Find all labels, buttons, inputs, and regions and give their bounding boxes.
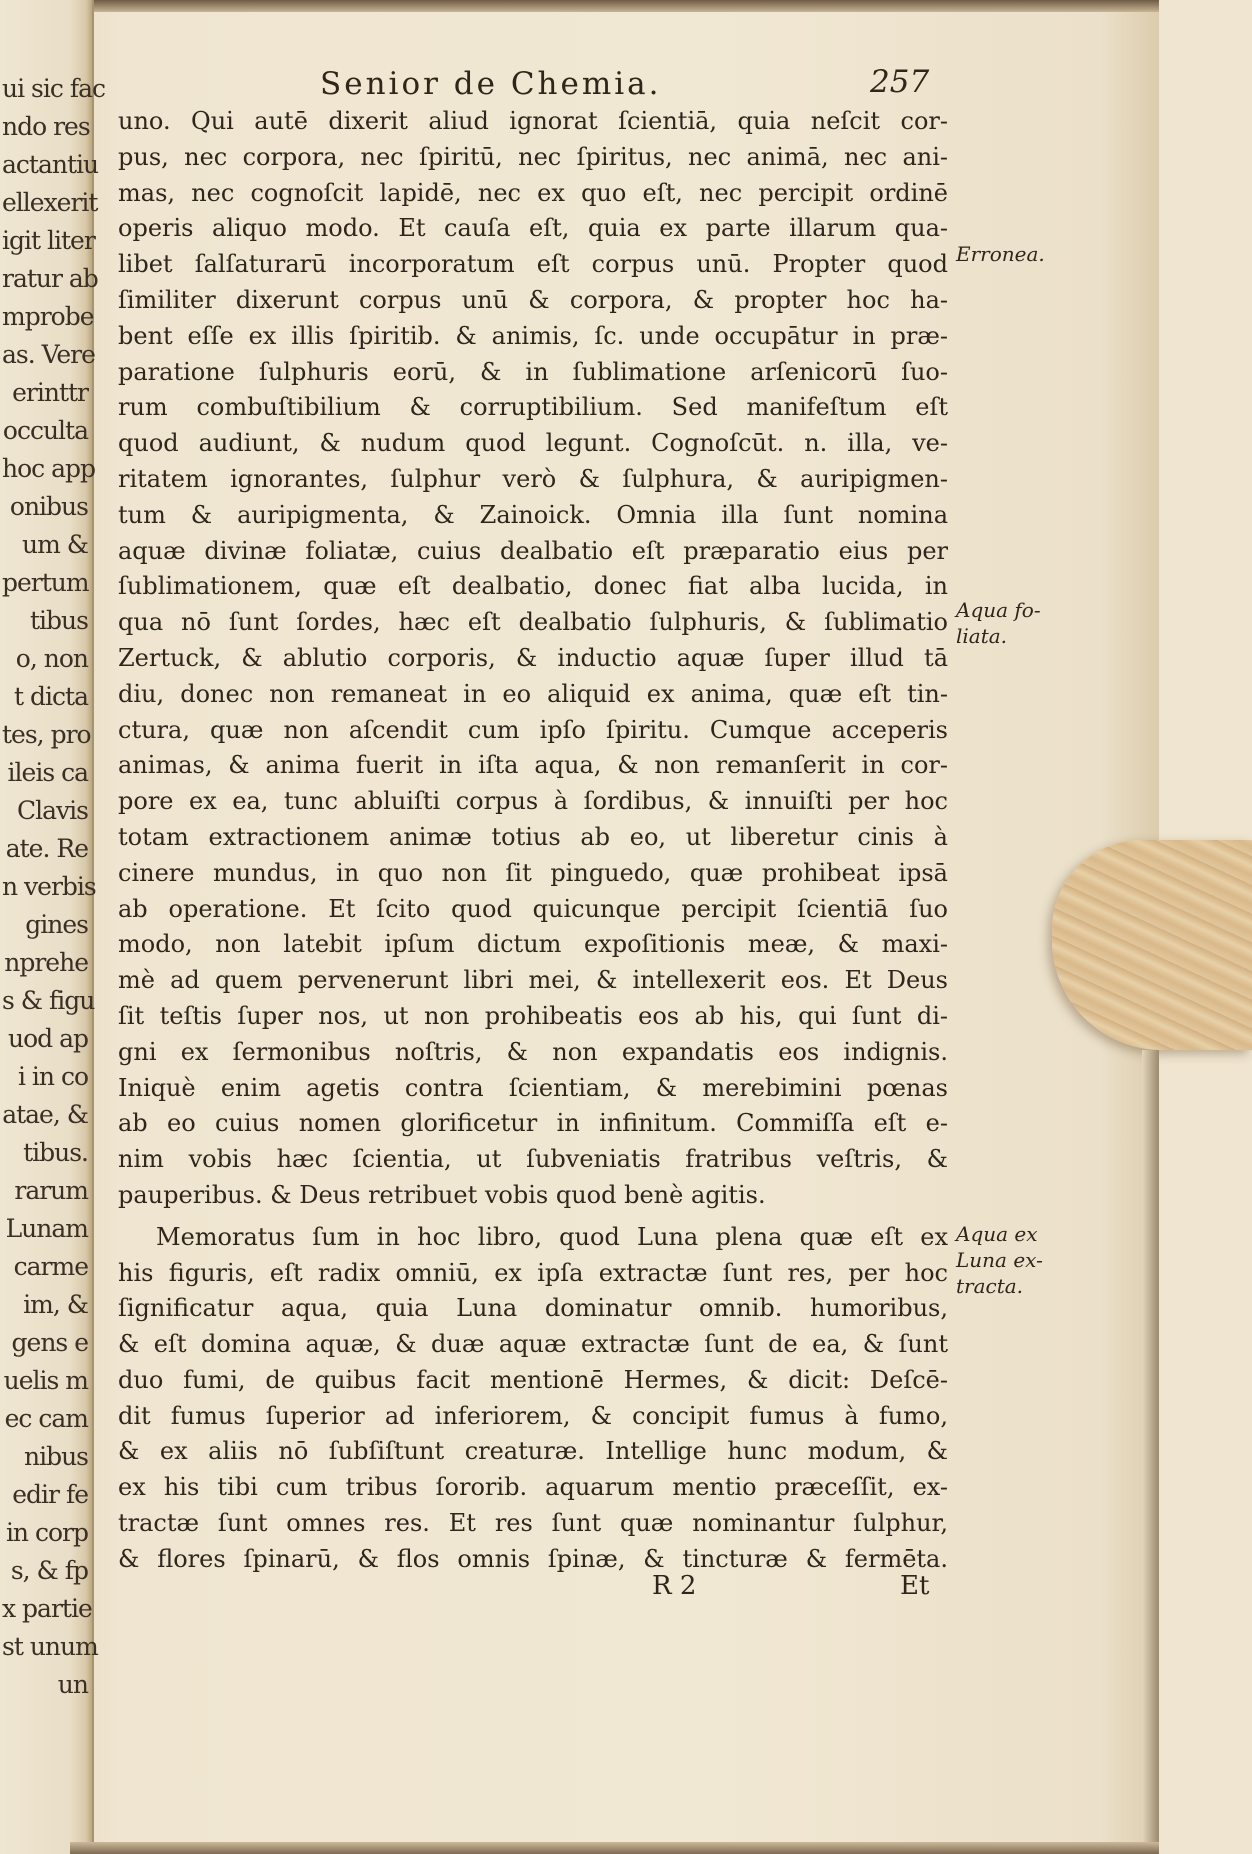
margin-note-line: Aqua fo-: [956, 598, 1041, 622]
text-line: Memoratus ſum in hoc libro, quod Luna plena quæ eſt ex: [156, 1222, 948, 1251]
text-line: gni ex ſermonibus noſtris, & non expandatis eos indignis.: [118, 1037, 948, 1066]
text-line: & eſt domina aquæ, & duæ aquæ extractæ ſunt de ea, & ſunt: [118, 1330, 948, 1359]
text-line: bent eſſe ex illis ſpiritib. & animis, ſc. unde occupātur in præ-: [118, 321, 948, 350]
facing-page-gutter: [0, 0, 105, 1854]
text-line: ſit teſtis ſuper nos, ut non prohibeatis eos ab his, qui ſunt di-: [118, 1001, 948, 1030]
gutter-fragment: um &: [21, 530, 88, 559]
gutter-fragment: tibus.: [23, 1138, 88, 1167]
gutter-fragment: x partie: [2, 1594, 92, 1623]
page-edge-shadow: [1142, 1050, 1159, 1854]
gutter-fragment: o, non: [15, 644, 88, 673]
gutter-fragment: actantiu: [2, 150, 99, 179]
running-title: Senior de Chemia.: [320, 66, 662, 102]
page-number: 257: [870, 64, 930, 100]
gutter-fragment: nprehe: [4, 948, 88, 977]
gutter-fragment: igit liter: [2, 226, 95, 255]
gutter-fragment: gines: [25, 910, 88, 939]
gutter-fragment: Clavis: [17, 796, 88, 825]
gutter-fragment: ui sic fac: [2, 74, 105, 103]
gutter-fragment: tibus: [30, 606, 88, 635]
gutter-fragment: ileis ca: [7, 758, 88, 787]
text-line: mas, nec cognoſcit lapidē, nec ex quo eſt, nec percipit ordinē: [118, 178, 948, 207]
gutter-fragment: carme: [13, 1252, 88, 1281]
gutter-fragment: s & figu: [2, 986, 95, 1015]
main-text: [118, 104, 948, 1578]
gutter-fragment: ate. Re: [5, 834, 88, 863]
gutter-fragment: ellexerit: [2, 188, 98, 217]
text-line: tractæ ſunt omnes res. Et res ſunt quæ nominantur ſulphur,: [118, 1509, 948, 1538]
margin-note-erronea: Erronea.: [956, 242, 1045, 266]
text-line: ſimiliter dixerunt corpus unū & corpora, & propter hoc ha-: [118, 285, 948, 314]
text-line: rum combuſtibilium & corruptibilium. Sed manifeſtum eſt: [118, 393, 948, 422]
text-line: paratione ſulphuris eorū, & in ſublimatione arſenicorū ſuo-: [118, 357, 948, 386]
text-line: diu, donec non remaneat in eo aliquid ex anima, quæ eſt tin-: [118, 679, 948, 708]
gutter-fragment: nibus: [23, 1442, 88, 1471]
gutter-fragment: occulta: [2, 416, 88, 445]
text-line: nim vobis hæc ſcientia, ut ſubveniatis fratribus veſtris, &: [118, 1145, 948, 1174]
text-line: his figuris, eſt radix omniū, ex ipſa extractæ ſunt res, per hoc: [118, 1258, 948, 1287]
wooden-page-holder: [1052, 840, 1252, 1050]
text-line: qua nō ſunt ſordes, hæc eſt dealbatio ſulphuris, & ſublimatio: [118, 608, 948, 637]
text-line: Iniquè enim agetis contra ſcientiam, & merebimini pœnas: [118, 1073, 948, 1102]
text-line: quod audiunt, & nudum quod legunt. Cognoſcūt. n. illa, ve-: [118, 429, 948, 458]
gutter-fragment: erinttr: [12, 378, 88, 407]
gutter-fragment: uod ap: [7, 1024, 88, 1053]
gutter-fragment: tes, pro: [2, 720, 91, 749]
gutter-fragment: i in co: [17, 1062, 88, 1091]
gutter-fragment: uelis m: [3, 1366, 88, 1395]
text-line: aquæ divinæ foliatæ, cuius dealbatio eſt præparatio eius per: [118, 536, 948, 565]
text-line: ritatem ignorantes, ſulphur verò & ſulphura, & auripigmen-: [118, 464, 948, 493]
gutter-fragment: ndo res: [2, 112, 90, 141]
text-line: ab operatione. Et ſcito quod quicunque percipit ſcientiā ſuo: [118, 894, 948, 923]
text-line: animas, & anima fuerit in iſta aqua, & non remanſerit in cor-: [118, 751, 948, 780]
text-line: mè ad quem pervenerunt libri mei, & intellexerit eos. Et Deus: [118, 966, 948, 995]
text-line: pore ex ea, tunc abluiſti corpus à ſordibus, & innuiſti per hoc: [118, 787, 948, 816]
gutter-fragment: hoc app: [2, 454, 96, 483]
text-line: totam extractionem animæ totius ab eo, ut liberetur cinis à: [118, 822, 948, 851]
catchword: Et: [900, 1571, 930, 1601]
text-line: dit fumus ſuperior ad inferiorem, & concipit fumus à fumo,: [118, 1401, 948, 1430]
gutter-fragment: im, &: [23, 1290, 88, 1319]
gutter-fragment: s, & fp: [10, 1556, 88, 1585]
text-line: uno. Qui autē dixerit aliud ignorat ſcientiā, quia neſcit cor-: [118, 107, 948, 135]
text-line: tum & auripigmenta, & Zainoick. Omnia illa ſunt nomina: [118, 500, 948, 529]
gutter-fragment: ec cam: [4, 1404, 88, 1433]
text-line: ctura, quæ non aſcendit cum ipſo ſpiritu. Cumque acceperis: [118, 715, 948, 744]
gutter-fragment: ratur ab: [2, 264, 98, 293]
text-line: operis aliquo modo. Et cauſa eſt, quia ex parte illarum qua-: [118, 214, 948, 243]
gutter-fragment: in corp: [5, 1518, 88, 1547]
gutter-fragment: onibus: [9, 492, 88, 521]
gutter-fragment: as. Vere: [2, 340, 95, 369]
page-top-edge: [80, 0, 1159, 12]
signature-mark: R 2: [652, 1571, 697, 1601]
text-line: ſublimationem, quæ eſt dealbatio, donec fiat alba lucida, in: [118, 572, 948, 601]
margin-note-aqua-ex-luna: [956, 1221, 1086, 1299]
text-line: libet ſalſaturarū incorporatum eſt corpus unū. Propter quod: [118, 250, 948, 279]
gutter-fragment: pertum: [2, 568, 89, 597]
text-line: pauperibus. & Deus retribuet vobis quod benè agitis.: [118, 1180, 766, 1209]
text-line: duo fumi, de quibus facit mentionē Hermes, & dicit: Deſcē-: [118, 1365, 948, 1394]
gutter-fragment: Lunam: [5, 1214, 88, 1243]
text-line: Zertuck, & ablutio corporis, & inductio aquæ ſuper illud tā: [118, 643, 948, 672]
text-line: & ex aliis nō ſubſiſtunt creaturæ. Intellige hunc modum, &: [118, 1437, 948, 1466]
text-line: cinere mundus, in quo non ſit pinguedo, quæ prohibeat ipsā: [118, 858, 948, 887]
text-line: modo, non latebit ipſum dictum expoſitionis meæ, & maxi-: [118, 930, 948, 959]
gutter-fragment: rarum: [14, 1176, 88, 1205]
margin-note-line: Aqua ex: [956, 1222, 1038, 1246]
text-line: ab eo cuius nomen glorificetur in infinitum. Commiſſa eſt e-: [118, 1109, 948, 1138]
gutter-fragment: t dicta: [14, 682, 88, 711]
text-line: pus, nec corpora, nec ſpiritū, nec ſpiritus, nec animā, nec ani-: [118, 142, 948, 171]
gutter-fragment: gens e: [11, 1328, 88, 1357]
margin-note-line: liata.: [956, 624, 1008, 648]
margin-note-line: Luna ex-: [956, 1248, 1043, 1272]
margin-note-line: tracta.: [956, 1274, 1024, 1298]
gutter-fragment: un: [57, 1670, 88, 1699]
gutter-fragment: atae, &: [2, 1100, 88, 1129]
margin-note-aqua-foliata: [956, 597, 1086, 649]
page-bottom-edge: [70, 1842, 1159, 1854]
gutter-fragment: n verbis: [2, 872, 96, 901]
gutter-fragment: st unum: [2, 1632, 98, 1661]
text-line: ſignificatur aqua, quia Luna dominatur omnib. humoribus,: [118, 1294, 948, 1323]
text-line: & flores ſpinarū, & flos omnis ſpinæ, & tincturæ & fermēta.: [118, 1544, 948, 1573]
gutter-fragment: edir fe: [12, 1480, 88, 1509]
gutter-fragment: mprobe: [2, 302, 94, 331]
text-line: ex his tibi cum tribus ſororib. aquarum mentio præceſſit, ex-: [118, 1473, 948, 1502]
